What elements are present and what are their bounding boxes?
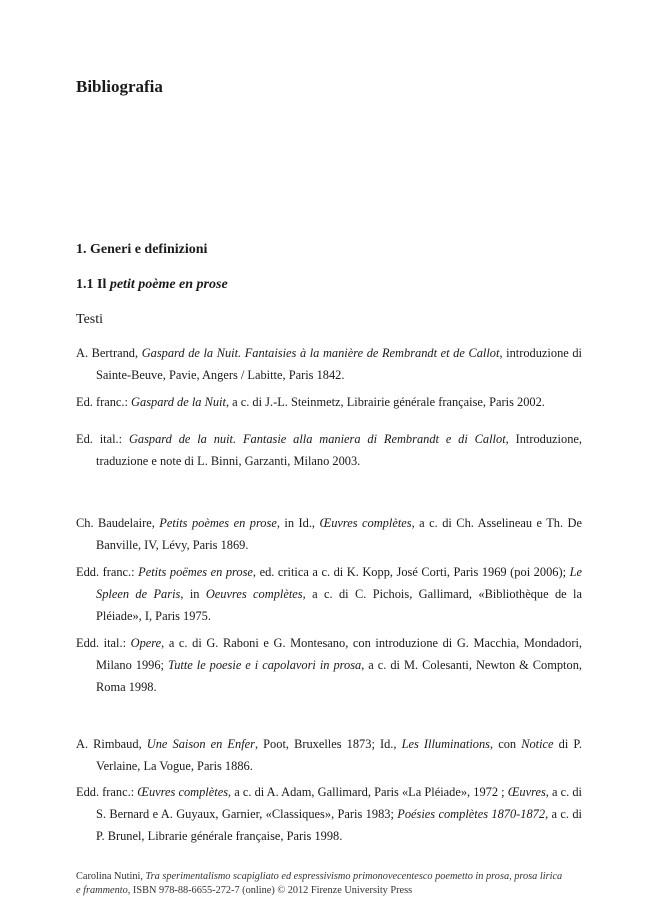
italic-title: Le Spleen de Paris — [96, 565, 582, 601]
text-run: A. Rimbaud, — [76, 737, 147, 751]
italic-title: Notice — [521, 737, 554, 751]
bibliography-entry — [76, 342, 582, 386]
text-run: 1.1 Il — [76, 277, 110, 292]
text-run: di P. Verlaine, La Vogue, Paris 1886. — [96, 737, 582, 773]
bibliography-entry — [76, 632, 582, 698]
text-run: Edd. franc.: — [76, 565, 139, 579]
text-run: Ed. franc.: — [76, 395, 132, 409]
italic-title: Œuvres complètes — [137, 785, 229, 799]
text-run: Edd. ital.: — [76, 636, 131, 650]
italic-title: Gaspard de la Nuit. Fantaisies à la manière de Rembrandt et de Callot — [141, 346, 500, 360]
text-run: , ISBN 978-88-6655-272-7 (online) © 2012 Firenze University Press — [127, 885, 413, 896]
italic-title: Poésies complètes 1870-1872 — [397, 807, 546, 821]
italic-title: Petits poëmes en prose — [138, 565, 253, 579]
text-run: , in — [180, 587, 206, 601]
text-run: , introduzione di Sainte-Beuve, Pavie, Angers / Labitte, Paris 1842. — [96, 346, 582, 382]
text-run: Edd. franc.: — [76, 785, 138, 799]
bibliography-entry — [76, 781, 582, 847]
texts-subheading: Testi — [76, 312, 104, 327]
text-run: , in Id., — [276, 516, 320, 530]
text-run: , Introduzione, traduzione e note di L. Binni, Garzanti, Milano 2003. — [96, 432, 582, 468]
text-run: A. Bertrand, — [76, 346, 142, 360]
italic-title: Tutte le poesie e i capolavori in prosa — [167, 658, 362, 672]
text-run: , a c. di C. Pichois, Gallimard, «Bibliothèque de la Pléiade», I, Paris 1975. — [96, 587, 582, 623]
page-footer-citation — [76, 870, 566, 898]
italic-title: Oeuvres complètes — [205, 587, 303, 601]
bibliography-entry — [76, 561, 582, 627]
text-run: , Poot, Bruxelles 1873; Id., — [254, 737, 402, 751]
bibliography-entry — [76, 428, 582, 472]
bibliography-entry — [76, 733, 582, 777]
italic-title: Œuvres — [507, 785, 546, 799]
text-run: , a c. di G. Raboni e G. Montesano, con introduzione di G. Macchia, Mondadori, Milano 1996; — [96, 636, 582, 672]
bibliography-entry — [76, 512, 582, 556]
italic-title: Opere — [130, 636, 162, 650]
text-run: , a c. di P. Brunel, Librarie générale française, Paris 1998. — [96, 807, 582, 843]
text-run: , a c. di S. Bernard e A. Guyaux, Garnier, «Classiques», Paris 1983; — [96, 785, 582, 821]
text-run: Carolina Nutini, — [76, 871, 146, 882]
text-run: Ch. Baudelaire, — [76, 516, 160, 530]
italic-title: Les Illuminations — [401, 737, 490, 751]
italic-title: Une Saison en Enfer — [146, 737, 255, 751]
bibliography-entry — [76, 391, 582, 413]
text-run: , a c. di M. Colesanti, Newton & Compton, Roma 1998. — [96, 658, 582, 694]
text-run: , a c. di Ch. Asselineau e Th. De Banville, IV, Lévy, Paris 1869. — [96, 516, 583, 552]
subsection-heading — [76, 277, 228, 293]
italic-title: Petits poèmes en prose — [159, 516, 277, 530]
italic-title: petit poème en prose — [109, 277, 228, 292]
text-run: , ed. critica a c. di K. Kopp, José Corti, Paris 1969 (poi 2006); — [252, 565, 570, 579]
text-run: Ed. ital.: — [76, 432, 129, 446]
italic-title: Gaspard de la nuit. Fantasie alla maniera di Rembrandt e di Callot — [128, 432, 506, 446]
italic-title: Gaspard de la Nuit — [131, 395, 226, 409]
page-title: Bibliografia — [76, 77, 163, 96]
italic-title: Tra sperimentalismo scapigliato ed espressivismo primonovecentesco poemetto in prosa, prosa lirica e frammento — [76, 871, 563, 896]
text-run: , con — [490, 737, 522, 751]
text-run: , a c. di J.-L. Steinmetz, Librairie générale française, Paris 2002. — [225, 395, 545, 409]
section-heading: 1. Generi e definizioni — [76, 242, 208, 257]
italic-title: Œuvres complètes — [319, 516, 412, 530]
text-run: , a c. di A. Adam, Gallimard, Paris «La Pléiade», 1972 ; — [228, 785, 508, 799]
